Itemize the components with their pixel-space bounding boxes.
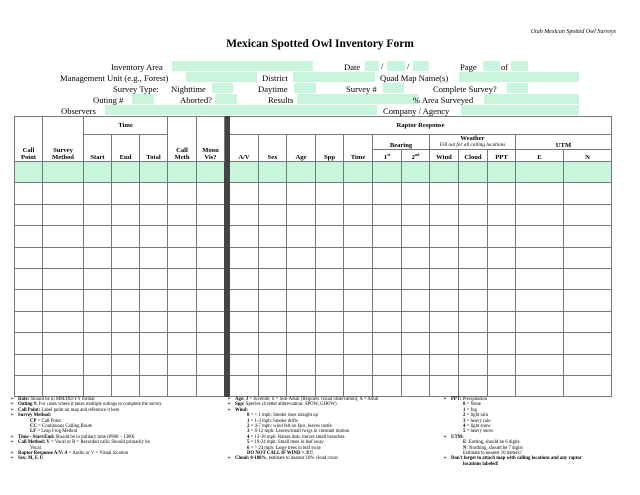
utm-header: UTM	[516, 135, 612, 150]
note-label: CP	[30, 418, 37, 424]
note-text: = Vocal or R = Recorded calls: Should primarily be	[49, 440, 150, 446]
aborted-field[interactable]	[215, 94, 237, 104]
district-label: District	[262, 73, 288, 83]
notes-column-3	[443, 397, 633, 467]
note-label: 1	[463, 407, 466, 413]
time-group-header: Time	[84, 117, 168, 135]
note-text: = 4-7 mph: wind felt on face, leaves rustle	[249, 424, 332, 430]
note-label: 5	[463, 429, 466, 435]
col-survey-method: Survey Method	[43, 117, 84, 162]
daytime-field[interactable]	[294, 83, 316, 93]
note-text: = heavy rain	[465, 418, 491, 424]
company-field[interactable]	[461, 105, 579, 115]
bullet-arrow-icon: ➢	[443, 434, 448, 440]
col-cloud: Cloud	[459, 150, 488, 162]
table-row	[15, 247, 612, 268]
col-age: Age	[287, 135, 316, 162]
observers-field[interactable]	[105, 105, 377, 115]
note-label: 0	[463, 402, 466, 408]
nighttime-label: Nighttime	[171, 84, 206, 94]
note-label: Outing #:	[18, 402, 38, 408]
bullet-arrow-icon: ➢	[227, 397, 232, 402]
note-text: Vocal.	[30, 445, 43, 451]
bullet-arrow-icon: ➢	[227, 407, 232, 413]
notes-column-1	[10, 397, 215, 462]
bullet-arrow-icon: ➢	[443, 456, 448, 462]
table-row	[15, 354, 612, 375]
note-label: Time - Start/End:	[18, 434, 55, 440]
date-month-field[interactable]	[365, 61, 379, 71]
col-start: Start	[84, 135, 112, 162]
note-label: 3	[463, 418, 466, 424]
note-text: : Easting, should be 6 digits	[466, 440, 520, 446]
note-text: = Audio or V = Visual location	[67, 451, 129, 457]
area-surveyed-field[interactable]	[484, 94, 579, 104]
complete-survey-label: Complete Survey?	[433, 84, 497, 94]
note-label: Spp:	[235, 402, 245, 408]
table-row	[15, 311, 612, 332]
page-total-field[interactable]	[511, 61, 528, 71]
date-separator: /	[407, 61, 410, 71]
note-text: = Leap Frog Method	[36, 429, 78, 435]
bullet-arrow-icon: ➢	[10, 434, 15, 440]
note-label: 2	[247, 424, 250, 430]
note-label: 0	[247, 413, 250, 419]
note-label: 2	[463, 413, 466, 419]
page-number-field[interactable]	[483, 61, 500, 71]
corner-note: Utah Mexican Spotted Owl Surveys	[530, 29, 616, 35]
weather-note: Fill out for all calling locations	[439, 142, 506, 148]
note-label: UTM:	[451, 434, 464, 440]
note-label: 3	[247, 429, 250, 435]
note-label: Date:	[18, 397, 30, 402]
col-time: Time	[344, 135, 373, 162]
company-label: Company / Agency	[383, 106, 450, 116]
bullet-arrow-icon: ➢	[443, 397, 448, 402]
note-text: Species (4-letter abbreviation: SPOW, GHOW)	[244, 402, 337, 408]
weather-title: Weather	[460, 135, 485, 142]
note-text: = Continuous Calling Route	[36, 424, 93, 430]
results-field[interactable]	[297, 94, 418, 104]
table-row	[15, 290, 612, 311]
page-of-label: of	[501, 62, 509, 72]
note-text: = fog	[465, 407, 477, 413]
note-label: LF	[30, 429, 37, 435]
note-text: = light snow	[465, 424, 491, 430]
date-label: Date	[344, 62, 361, 72]
note-label: CC	[30, 424, 37, 430]
note-text: Precipitation	[461, 397, 488, 402]
note-text: = 1-3 mph: Smoke drifts	[249, 418, 298, 424]
note-label: Wind:	[235, 407, 248, 413]
note-text: = heavy snow	[465, 429, 494, 435]
col-n: N	[564, 150, 612, 162]
bullet-arrow-icon: ➢	[10, 440, 15, 446]
col-wind: Wind	[430, 150, 459, 162]
survey-type-label: Survey Type:	[113, 84, 159, 94]
inventory-area-label: Inventory Area	[111, 62, 163, 72]
table-row	[15, 226, 612, 247]
results-label: Results	[268, 95, 294, 105]
area-surveyed-label: % Area Surveyed	[413, 95, 474, 105]
daytime-label: Daytime	[258, 84, 288, 94]
note-label: Cloud: 0-100%	[235, 456, 267, 462]
note-label: Call Method: V	[18, 440, 50, 446]
table-row	[15, 268, 612, 289]
bullet-arrow-icon: ➢	[10, 413, 15, 419]
notes-column-2	[227, 397, 432, 462]
note-label: locations labeled!	[463, 461, 499, 467]
col-av: A/V	[230, 135, 259, 162]
col-moon-vis: Moon Vis?	[197, 117, 225, 162]
note-text: = Juvenile; S = Sub-Adult (Requires visual observation); A = Adult	[248, 397, 379, 402]
note-label: Don't forget to attach map with calling locations and any raptor	[451, 456, 582, 462]
note-text: Label point on map and reference it here	[40, 407, 120, 413]
bullet-arrow-icon: ➢	[10, 456, 15, 462]
bullet-arrow-icon: ➢	[10, 451, 15, 457]
note-label: Call Point:	[18, 407, 41, 413]
note-text: Should be in military time (0900 – 1300)	[54, 434, 135, 440]
note-label: Age: J	[235, 397, 249, 402]
note-text: = 8-12 mph: Leaves/small twigs in constant motion	[249, 429, 350, 435]
note-label: 4	[463, 424, 466, 430]
note-text: Should be in MM/DD/YY format	[29, 397, 95, 402]
table-row	[15, 162, 612, 183]
observers-label: Observers	[61, 106, 96, 116]
note-label: N	[463, 445, 467, 451]
note-text: For cases where it takes multiple outings to complete the survey	[37, 402, 162, 408]
col-sex: Sex	[259, 135, 287, 162]
weather-header	[430, 135, 516, 150]
date-year-field[interactable]	[413, 61, 429, 71]
inventory-area-field[interactable]	[172, 61, 313, 71]
table-row	[15, 333, 612, 354]
note-text: = light rain	[465, 413, 488, 419]
bullet-arrow-icon: ➢	[227, 456, 232, 462]
nighttime-field[interactable]	[212, 83, 233, 93]
note-label: E	[463, 440, 467, 446]
district-field[interactable]	[293, 72, 375, 82]
survey-data-table	[14, 116, 612, 397]
table-row	[15, 375, 612, 396]
note-text: , estimate to nearest 10% cloud cover	[266, 456, 339, 462]
table-row	[15, 204, 612, 225]
note-line	[10, 456, 215, 461]
date-separator: /	[381, 61, 384, 71]
note-text: Estimate to nearest 10 meters?	[463, 451, 522, 457]
note-label: Raptor Response A/V: A	[18, 451, 68, 457]
note-label: 4	[247, 434, 250, 440]
form-title: Mexican Spotted Owl Inventory Form	[226, 38, 414, 50]
note-label: Sex: M, F, U	[18, 456, 44, 462]
col-ppt: PPT	[488, 150, 516, 162]
bullet-arrow-icon: ➢	[10, 407, 15, 413]
management-unit-field[interactable]	[186, 72, 257, 82]
note-line	[443, 462, 633, 467]
col-end: End	[112, 135, 140, 162]
survey-number-field[interactable]	[383, 83, 404, 93]
note-text: = < 1 mph: Smoke rises straight up	[249, 413, 318, 419]
note-text: = None	[465, 402, 481, 408]
note-label: DO NOT CALL IF WIND > 3!!!	[247, 451, 313, 457]
col-call-point: Call Point	[15, 117, 43, 162]
quad-map-label: Quad Map Name(s)	[380, 73, 449, 83]
note-text: = Call Point	[36, 418, 61, 424]
page-label: Page	[460, 62, 477, 72]
note-text: = 19-24 mph: Small trees in leaf sway	[249, 440, 324, 446]
col-bearing-2nd: 2nd	[402, 150, 430, 162]
raptor-response-header: Raptor Response	[230, 117, 612, 135]
survey-number-label: Survey #	[346, 84, 377, 94]
outing-label: Outing #	[93, 95, 124, 105]
note-text: = 13-18 mph: Raises dust, moves small branches	[249, 434, 345, 440]
col-e: E	[516, 150, 564, 162]
note-text: : Northing, should be 7 digits	[466, 445, 523, 451]
col-spp: Spp	[316, 135, 344, 162]
bullet-arrow-icon: ➢	[227, 402, 232, 408]
management-unit-label: Management Unit (e.g., Forest)	[60, 73, 169, 83]
note-label: Survey Method:	[18, 413, 52, 419]
note-line	[227, 456, 432, 461]
col-call-meth: Call Meth	[168, 117, 197, 162]
aborted-label: Aborted?	[180, 95, 212, 105]
col-bearing-1st: 1st	[373, 150, 402, 162]
note-label: 5	[247, 440, 250, 446]
outing-field[interactable]	[132, 94, 154, 104]
quad-map-field[interactable]	[459, 72, 579, 82]
bullet-arrow-icon: ➢	[10, 397, 15, 402]
note-label: PPT:	[451, 397, 462, 402]
date-day-field[interactable]	[387, 61, 405, 71]
note-text: = > 24 mph: Large trees in leaf sway	[249, 445, 322, 451]
table-row	[15, 183, 612, 204]
bearing-header: Bearing	[373, 135, 430, 150]
note-label: 1	[247, 418, 250, 424]
bullet-arrow-icon: ➢	[10, 402, 15, 408]
complete-survey-field[interactable]	[507, 83, 528, 93]
col-total: Total	[140, 135, 168, 162]
note-label: 6	[247, 445, 250, 451]
